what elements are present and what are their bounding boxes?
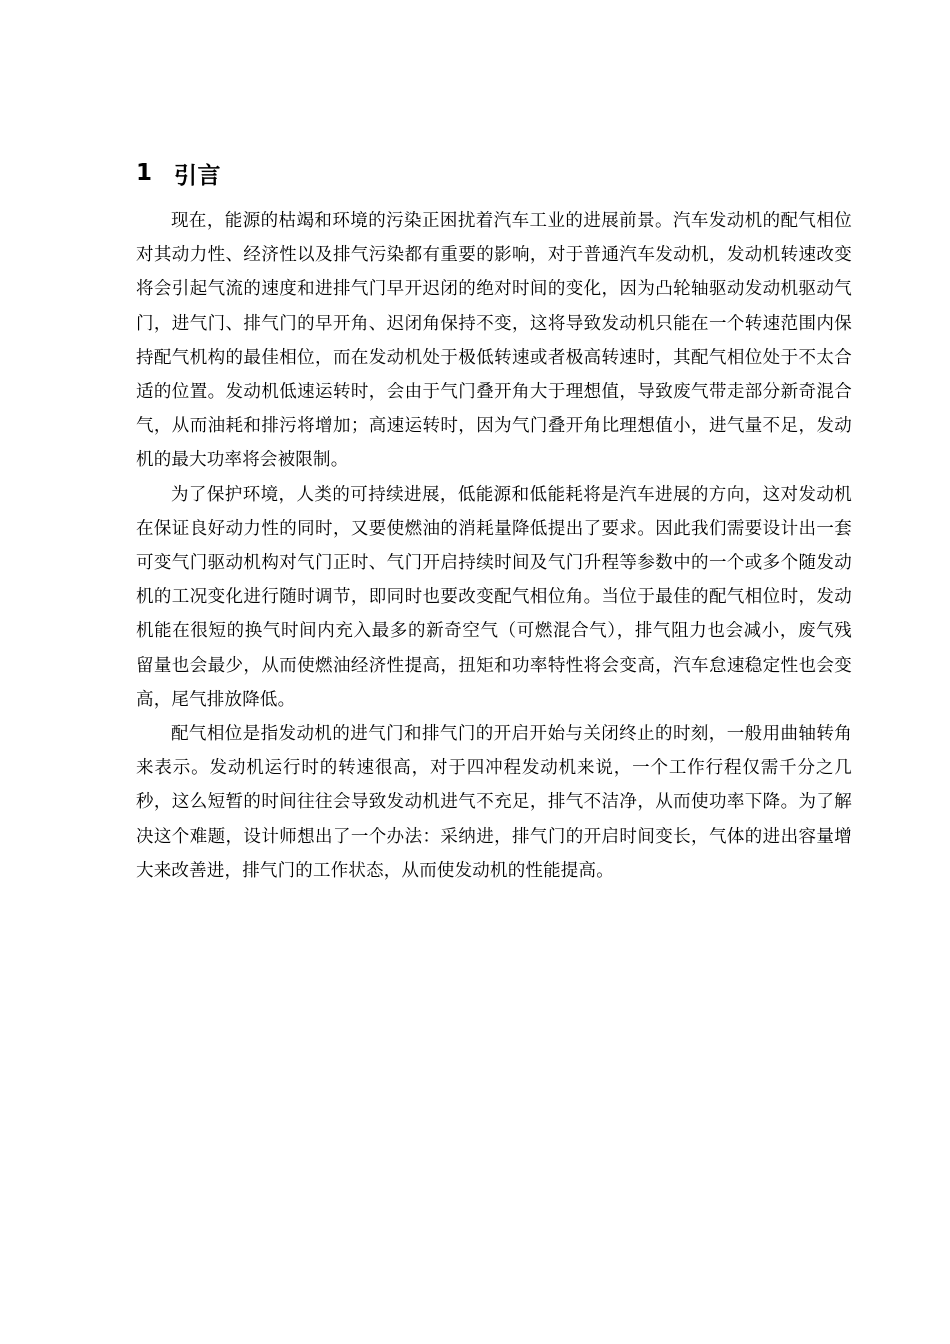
section-number: 1 xyxy=(136,160,153,186)
paragraph: 现在，能源的枯竭和环境的污染正困扰着汽车工业的进展前景。汽车发动机的配气相位对其动力性、经济性以及排气污染都有重要的影响，对于普通汽车发动机，发动机转速改变将会引起气流的速度和进排气门早开迟闭的绝对时间的变化，因为凸轮轴驱动发动机驱动气门，进气门、排气门的早开角、迟闭角保持不变，这将导致发动机只能在一个转速范围内保持配气机构的最佳相位，而在发动机处于极低转速或者极高转速时，其配气相位处于不太合适的位置。发动机低速运转时，会由于气门叠开角大于理想值，导致废气带走部分新奇混合气，从而油耗和排污将增加；高速运转时，因为气门叠开角比理想值小，进气量不足，发动机的最大功率将会被限制。 xyxy=(136,211,852,471)
section-title: 引言 xyxy=(174,162,221,189)
section-body xyxy=(136,204,852,888)
paragraph: 配气相位是指发动机的进气门和排气门的开启开始与关闭终止的时刻，一般用曲轴转角来表示。发动机运行时的转速很高，对于四冲程发动机来说，一个工作行程仅需千分之几秒，这么短暂的时间往往会导致发动机进气不充足，排气不洁净，从而使功率下降。为了解决这个难题，设计师想出了一个办法：采纳进，排气门的开启时间变长，气体的进出容量增大来改善进，排气门的工作状态，从而使发动机的性能提高。 xyxy=(136,724,852,881)
section-heading xyxy=(136,156,221,190)
paragraph: 为了保护环境，人类的可持续进展，低能源和低能耗将是汽车进展的方向，这对发动机在保证良好动力性的同时，又要使燃油的消耗量降低提出了要求。因此我们需要设计出一套可变气门驱动机构对气门正时、气门开启持续时间及气门升程等参数中的一个或多个随发动机的工况变化进行随时调节，即同时也要改变配气相位角。当位于最佳的配气相位时，发动机能在很短的换气时间内充入最多的新奇空气（可燃混合气），排气阻力也会减小，废气残留量也会最少，从而使燃油经济性提高，扭矩和功率特性将会变高，汽车怠速稳定性也会变高，尾气排放降低。 xyxy=(136,484,852,710)
